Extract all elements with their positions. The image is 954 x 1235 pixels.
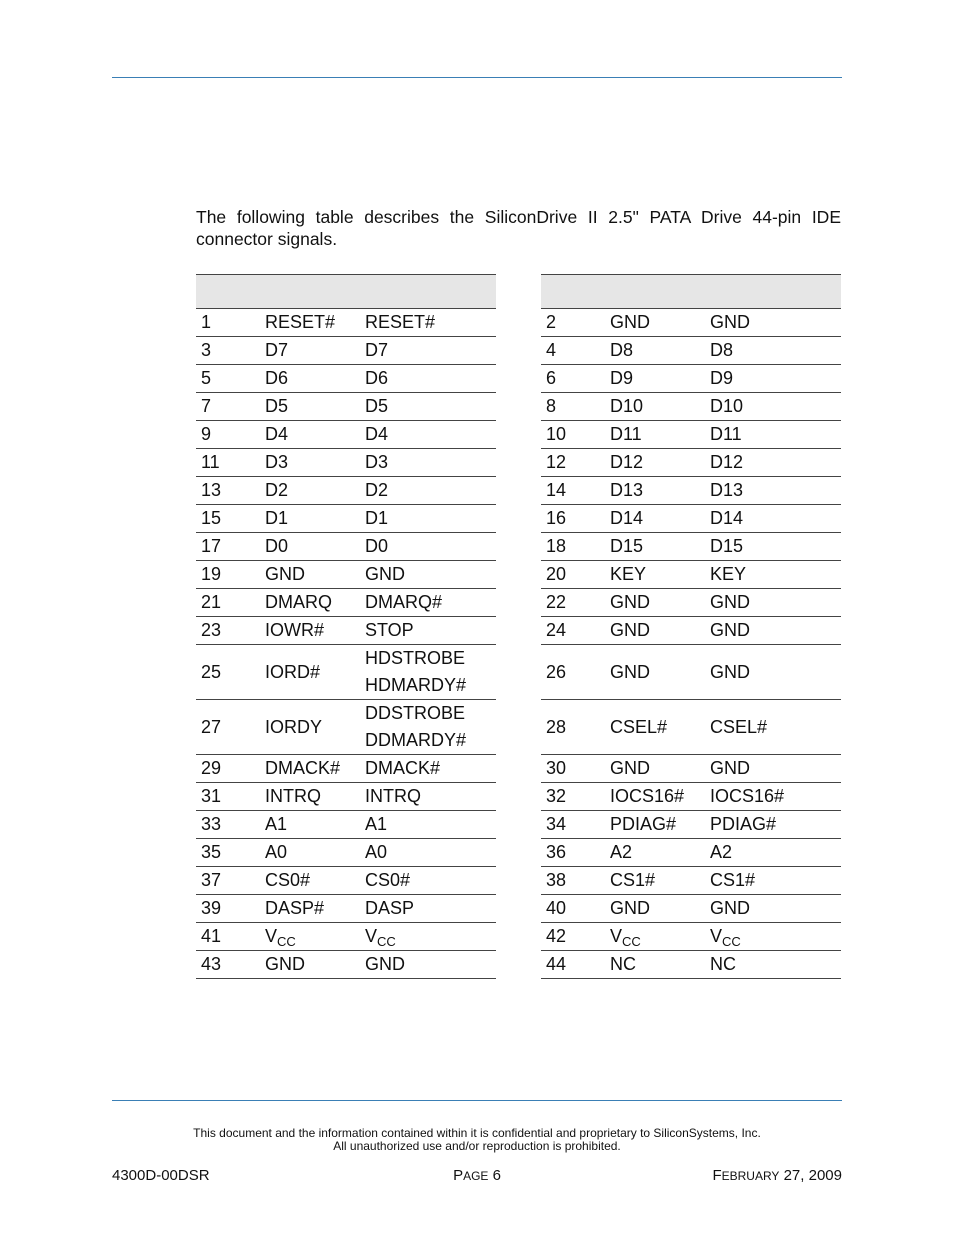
signal-text: CS1# xyxy=(710,870,756,890)
signal-dma xyxy=(360,951,496,979)
document-date: FEBRUARY 27, 2009 xyxy=(712,1167,842,1184)
table-row xyxy=(541,309,841,337)
signal-text: $V_{CC}$ xyxy=(265,926,296,949)
pin-number: 37 xyxy=(196,867,260,895)
signal-text: D15 xyxy=(610,536,644,556)
pin-number: 1 xyxy=(196,309,260,337)
table-row xyxy=(541,951,841,979)
signal-dma xyxy=(705,365,841,393)
signal-dma xyxy=(705,533,841,561)
table-row xyxy=(196,617,496,645)
signal-text: $V_{CC}$ xyxy=(365,926,396,949)
signal-text: D7 xyxy=(265,340,289,360)
signal-dma xyxy=(705,645,841,700)
signal-pio xyxy=(605,783,705,811)
signal-text: D13 xyxy=(610,480,644,500)
signal-text: $V_{CC}$ xyxy=(610,926,641,949)
signal-text: IOCS16# xyxy=(710,786,785,806)
signal-pio xyxy=(605,645,705,700)
pin-number: 36 xyxy=(541,839,605,867)
table-header-cell xyxy=(196,275,496,309)
signal-pio xyxy=(260,951,360,979)
table-row xyxy=(541,449,841,477)
signal-text: DASP xyxy=(365,898,415,918)
signal-text: D12 xyxy=(610,452,644,472)
signal-dma xyxy=(360,309,496,337)
signal-pio xyxy=(605,867,705,895)
signal-text: CSEL# xyxy=(710,716,768,737)
pin-number: 27 xyxy=(196,700,260,755)
signal-text: CSEL# xyxy=(610,716,668,737)
signal-pio xyxy=(605,337,705,365)
signal-text: GND xyxy=(710,312,750,332)
signal-text: D10 xyxy=(710,396,744,416)
signal-dma xyxy=(705,421,841,449)
signal-text: D1 xyxy=(265,508,289,528)
signal-text: A0 xyxy=(365,842,388,862)
signal-text: GND xyxy=(710,898,750,918)
table-header-row xyxy=(196,275,496,309)
table-header-row xyxy=(541,275,841,309)
table-row xyxy=(541,421,841,449)
table-row xyxy=(196,561,496,589)
table-row xyxy=(541,645,841,700)
table-row xyxy=(196,923,496,951)
signal-dma xyxy=(360,365,496,393)
pin-number: 44 xyxy=(541,951,605,979)
table-row xyxy=(196,645,496,700)
signal-pio xyxy=(260,449,360,477)
table-row xyxy=(541,561,841,589)
signal-text: GND xyxy=(365,954,405,974)
table-row xyxy=(196,449,496,477)
signal-dma xyxy=(360,923,496,951)
signal-text: $V_{CC}$ xyxy=(710,926,741,949)
signal-text: D8 xyxy=(710,340,734,360)
table-row xyxy=(196,337,496,365)
signal-pio xyxy=(605,477,705,505)
signal-pio xyxy=(260,783,360,811)
signal-text: A2 xyxy=(710,842,733,862)
signal-text: D10 xyxy=(610,396,644,416)
pin-number: 9 xyxy=(196,421,260,449)
signal-pio xyxy=(260,393,360,421)
signal-dma xyxy=(705,839,841,867)
notice-line-2: All unauthorized use and/or reproduction is prohibited. xyxy=(333,1139,621,1153)
doc-number: 4300D-00DSR xyxy=(112,1167,210,1184)
signal-text: DASP# xyxy=(265,898,325,918)
header-rule xyxy=(112,77,842,78)
pin-number: 25 xyxy=(196,645,260,700)
signal-pio xyxy=(260,365,360,393)
table-row xyxy=(541,783,841,811)
signal-pio xyxy=(605,505,705,533)
signal-dma xyxy=(360,337,496,365)
pin-number: 3 xyxy=(196,337,260,365)
signal-text: GND xyxy=(710,661,750,682)
signal-text: RESET# xyxy=(265,312,336,332)
signal-dma xyxy=(360,533,496,561)
table-row xyxy=(196,783,496,811)
signal-pio xyxy=(605,951,705,979)
signal-text: D11 xyxy=(710,424,742,444)
signal-pio xyxy=(260,923,360,951)
pin-number: 14 xyxy=(541,477,605,505)
pin-number: 32 xyxy=(541,783,605,811)
signal-text: D12 xyxy=(710,452,744,472)
signal-text: NC xyxy=(710,954,736,974)
pin-number: 2 xyxy=(541,309,605,337)
pin-number: 8 xyxy=(541,393,605,421)
signal-pio xyxy=(260,839,360,867)
signal-text: DMACK# xyxy=(365,758,441,778)
signal-pio xyxy=(260,700,360,755)
pin-number: 23 xyxy=(196,617,260,645)
notice-line-1: This document and the information contained within it is confidential and proprietary to SiliconSystems, Inc. xyxy=(193,1126,761,1140)
signal-dma xyxy=(705,617,841,645)
signal-text: INTRQ xyxy=(365,786,421,806)
pin-number: 17 xyxy=(196,533,260,561)
pin-number: 39 xyxy=(196,895,260,923)
table-row xyxy=(196,477,496,505)
signal-text: D0 xyxy=(265,536,289,556)
signal-pio xyxy=(605,811,705,839)
signal-text: D6 xyxy=(365,368,389,388)
signal-text: DMACK# xyxy=(265,758,341,778)
table-row xyxy=(541,477,841,505)
pin-table-odd xyxy=(196,274,496,979)
pin-number: 24 xyxy=(541,617,605,645)
table-row xyxy=(196,839,496,867)
signal-text: GND xyxy=(610,898,650,918)
signal-text: KEY xyxy=(610,564,647,584)
signal-pio xyxy=(605,393,705,421)
pin-number: 19 xyxy=(196,561,260,589)
signal-text: A0 xyxy=(265,842,288,862)
signal-dma xyxy=(360,589,496,617)
signal-pio xyxy=(260,895,360,923)
signal-dma xyxy=(705,951,841,979)
signal-dma xyxy=(705,700,841,755)
pin-number: 22 xyxy=(541,589,605,617)
table-row xyxy=(196,421,496,449)
signal-dma xyxy=(360,617,496,645)
signal-dma xyxy=(360,645,496,700)
table-row xyxy=(541,755,841,783)
signal-dma xyxy=(360,393,496,421)
signal-pio xyxy=(260,645,360,700)
pin-number: 21 xyxy=(196,589,260,617)
pin-number: 13 xyxy=(196,477,260,505)
pin-number: 30 xyxy=(541,755,605,783)
signal-dma xyxy=(705,755,841,783)
signal-dma xyxy=(705,561,841,589)
signal-pio xyxy=(605,617,705,645)
signal-text: D15 xyxy=(710,536,744,556)
table-row xyxy=(541,533,841,561)
signal-text: DDMARDY# xyxy=(365,730,467,750)
signal-pio xyxy=(605,589,705,617)
signal-pio xyxy=(260,337,360,365)
signal-dma xyxy=(705,589,841,617)
pin-number: 34 xyxy=(541,811,605,839)
table-row xyxy=(541,867,841,895)
pin-number: 41 xyxy=(196,923,260,951)
signal-text: A1 xyxy=(365,814,388,834)
signal-dma xyxy=(705,505,841,533)
signal-text: PDIAG# xyxy=(710,814,777,834)
table-row xyxy=(541,700,841,755)
signal-text: D3 xyxy=(365,452,389,472)
table-row xyxy=(196,505,496,533)
signal-text: HDMARDY# xyxy=(365,675,467,695)
table-row xyxy=(541,923,841,951)
pin-number: 18 xyxy=(541,533,605,561)
signal-dma xyxy=(360,505,496,533)
pin-number: 43 xyxy=(196,951,260,979)
pin-number: 42 xyxy=(541,923,605,951)
signal-dma xyxy=(360,839,496,867)
pin-number: 4 xyxy=(541,337,605,365)
signal-text: D14 xyxy=(610,508,644,528)
signal-pio xyxy=(605,561,705,589)
signal-text: D6 xyxy=(265,368,289,388)
signal-pio xyxy=(605,309,705,337)
signal-text: D4 xyxy=(365,424,389,444)
signal-text: CS0# xyxy=(265,870,311,890)
pin-number: 5 xyxy=(196,365,260,393)
table-header-cell xyxy=(541,275,841,309)
pin-number: 33 xyxy=(196,811,260,839)
signal-pio xyxy=(260,589,360,617)
signal-text: GND xyxy=(610,592,650,612)
pin-number: 15 xyxy=(196,505,260,533)
pin-number: 16 xyxy=(541,505,605,533)
signal-text: D9 xyxy=(710,368,734,388)
signal-text: GND xyxy=(265,954,305,974)
confidentiality-notice xyxy=(112,1127,842,1153)
signal-text: CS0# xyxy=(365,870,411,890)
signal-dma xyxy=(705,477,841,505)
signal-text: HDSTROBE xyxy=(365,648,466,668)
pin-number: 31 xyxy=(196,783,260,811)
signal-dma xyxy=(705,309,841,337)
pin-number: 6 xyxy=(541,365,605,393)
signal-text: GND xyxy=(610,661,650,682)
signal-text: D2 xyxy=(265,480,289,500)
footer-rule xyxy=(112,1100,842,1101)
signal-dma xyxy=(705,783,841,811)
signal-text: D3 xyxy=(265,452,289,472)
pin-number: 35 xyxy=(196,839,260,867)
signal-text: PDIAG# xyxy=(610,814,677,834)
table-row xyxy=(541,811,841,839)
pin-number: 28 xyxy=(541,700,605,755)
pin-number: 38 xyxy=(541,867,605,895)
table-row xyxy=(196,309,496,337)
table-row xyxy=(196,533,496,561)
signal-pio xyxy=(605,755,705,783)
signal-dma xyxy=(360,421,496,449)
signal-text: D1 xyxy=(365,508,389,528)
signal-dma xyxy=(360,895,496,923)
signal-text: D0 xyxy=(365,536,389,556)
signal-text: GND xyxy=(710,620,750,640)
table-row xyxy=(541,365,841,393)
signal-text: DDSTROBE xyxy=(365,703,466,723)
signal-text: GND xyxy=(265,564,305,584)
table-row xyxy=(196,867,496,895)
pin-number: 40 xyxy=(541,895,605,923)
signal-dma xyxy=(360,755,496,783)
signal-text: GND xyxy=(710,758,750,778)
table-row xyxy=(541,393,841,421)
signal-text: IOCS16# xyxy=(610,786,685,806)
table-row xyxy=(196,393,496,421)
signal-text: D11 xyxy=(610,424,642,444)
signal-text: DMARQ# xyxy=(365,592,443,612)
signal-pio xyxy=(260,477,360,505)
signal-text: INTRQ xyxy=(265,786,321,806)
signal-text: D4 xyxy=(265,424,289,444)
intro-paragraph: The following table describes the SiliconDrive II 2.5" PATA Drive 44-pin IDE connector signals. xyxy=(196,206,841,249)
signal-pio xyxy=(260,309,360,337)
table-row xyxy=(541,617,841,645)
signal-text: GND xyxy=(610,620,650,640)
signal-text: GND xyxy=(365,564,405,584)
signal-dma xyxy=(360,867,496,895)
signal-pio xyxy=(260,755,360,783)
signal-text: CS1# xyxy=(610,870,656,890)
signal-dma xyxy=(360,783,496,811)
signal-pio xyxy=(605,449,705,477)
signal-dma xyxy=(360,477,496,505)
signal-text: DMARQ xyxy=(265,592,332,612)
pin-number: 29 xyxy=(196,755,260,783)
signal-text: D5 xyxy=(265,396,289,416)
signal-text: GND xyxy=(710,592,750,612)
signal-text: NC xyxy=(610,954,636,974)
signal-text: D2 xyxy=(365,480,389,500)
table-row xyxy=(196,589,496,617)
signal-pio xyxy=(260,811,360,839)
signal-pio xyxy=(605,895,705,923)
signal-text: D14 xyxy=(710,508,744,528)
signal-text: IORDY xyxy=(265,716,323,737)
signal-pio xyxy=(605,421,705,449)
table-row xyxy=(541,337,841,365)
signal-text: A1 xyxy=(265,814,288,834)
pin-number: 11 xyxy=(196,449,260,477)
signal-dma xyxy=(360,811,496,839)
signal-text: IORD# xyxy=(265,661,321,682)
signal-text: A2 xyxy=(610,842,633,862)
signal-dma xyxy=(360,700,496,755)
signal-dma xyxy=(360,561,496,589)
signal-dma xyxy=(705,895,841,923)
table-row xyxy=(541,589,841,617)
signal-text: D7 xyxy=(365,340,389,360)
signal-dma xyxy=(705,393,841,421)
signal-pio xyxy=(260,867,360,895)
signal-pio xyxy=(260,617,360,645)
table-row xyxy=(196,811,496,839)
signal-dma xyxy=(705,449,841,477)
pin-number: 26 xyxy=(541,645,605,700)
signal-pio xyxy=(260,533,360,561)
signal-text: IOWR# xyxy=(265,620,325,640)
table-row xyxy=(196,700,496,755)
table-row xyxy=(196,895,496,923)
signal-dma xyxy=(705,867,841,895)
signal-pio xyxy=(605,365,705,393)
signal-pio xyxy=(605,923,705,951)
signal-pio xyxy=(605,839,705,867)
signal-pio xyxy=(260,561,360,589)
signal-pio xyxy=(260,421,360,449)
signal-text: D8 xyxy=(610,340,634,360)
signal-pio xyxy=(605,700,705,755)
signal-text: RESET# xyxy=(365,312,436,332)
signal-text: GND xyxy=(610,312,650,332)
signal-dma xyxy=(360,449,496,477)
table-row xyxy=(196,365,496,393)
pin-number: 20 xyxy=(541,561,605,589)
page-number: PAGE 6 xyxy=(453,1167,501,1184)
table-row xyxy=(541,505,841,533)
table-row xyxy=(196,951,496,979)
pin-number: 10 xyxy=(541,421,605,449)
signal-text: GND xyxy=(610,758,650,778)
table-row xyxy=(541,895,841,923)
table-row xyxy=(541,839,841,867)
signal-dma xyxy=(705,811,841,839)
signal-pio xyxy=(260,505,360,533)
signal-dma xyxy=(705,923,841,951)
table-row xyxy=(196,755,496,783)
signal-pio xyxy=(605,533,705,561)
signal-text: D9 xyxy=(610,368,634,388)
pin-table-even xyxy=(541,274,841,979)
pin-number: 12 xyxy=(541,449,605,477)
signal-text: D13 xyxy=(710,480,744,500)
signal-text: STOP xyxy=(365,620,414,640)
signal-dma xyxy=(705,337,841,365)
signal-text: KEY xyxy=(710,564,747,584)
signal-text: D5 xyxy=(365,396,389,416)
pin-number: 7 xyxy=(196,393,260,421)
